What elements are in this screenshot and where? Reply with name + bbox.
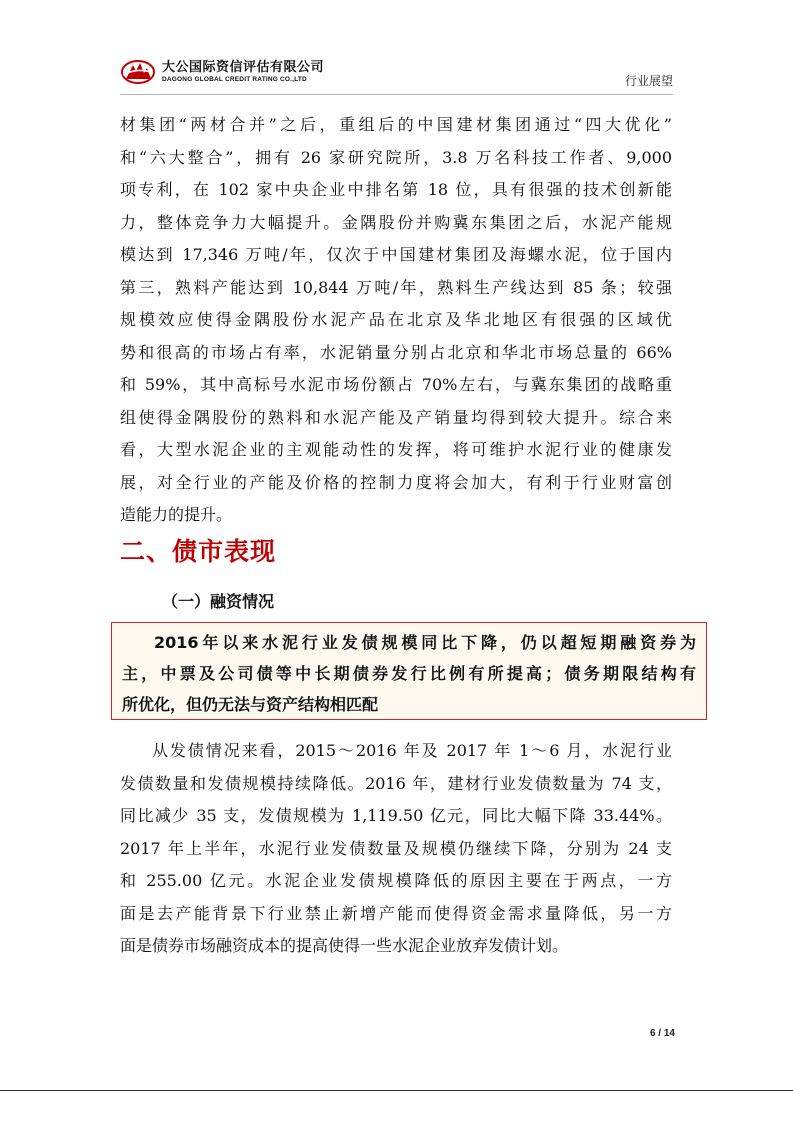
text-line: 模达到 17,346 万吨/年，仅次于中国建材集团及海螺水泥，位于国内 (120, 245, 672, 264)
text-line: 同比减少 35 支，发债规模为 1,119.50 亿元，同比大幅下降 33.44%。 (120, 806, 672, 825)
text-line: 和“六大整合”，拥有 26 家研究院所，3.8 万名科技工作者、9,000 (120, 147, 672, 167)
text-line: 和 59%，其中高标号水泥市场份额占 70%左右，与冀东集团的战略重 (120, 375, 672, 394)
text-line: 看，大型水泥企业的主观能动性的发挥，将可维护水泥行业的健康发 (120, 440, 672, 459)
callout-line: 2016年以来水泥行业发债规模同比下降，仍以超短期融资券为 (154, 633, 696, 652)
text-line: 造能力的提升。 (120, 505, 233, 524)
text-line: 规模效应使得金隅股份水泥产品在北京及华北地区有很强的区域优 (120, 310, 672, 329)
text-line: 和 255.00 亿元。水泥企业发债规模降低的原因主要在于两点，一方 (120, 871, 672, 890)
callout-line: 所优化，但仍无法与资产结构相匹配 (122, 695, 379, 714)
logo-chinese-name: 大公国际资信评估有限公司 (162, 60, 325, 75)
header-divider (120, 94, 673, 95)
callout-line: 主，中票及公司债等中长期债券发行比例有所提高；债务期限结构有 (122, 664, 696, 683)
text-line: 材集团“两材合并”之后，重组后的中国建材集团通过“四大优化” (120, 115, 672, 134)
text-line: 发债数量和发债规模持续降低。2016 年，建材行业发债数量为 74 支， (120, 773, 672, 793)
summary-callout-box (111, 622, 707, 720)
text-line: 势和很高的市场占有率，水泥销量分别占北京和华北市场总量的 66% (120, 342, 672, 362)
text-line: 从发债情况来看，2015～2016 年及 2017 年 1～6 月，水泥行业 (152, 741, 672, 760)
text-line: 展，对全行业的产能及价格的控制力度将会加大，有利于行业财富创 (120, 472, 672, 492)
company-logo (120, 57, 324, 87)
header-section-label: 行业展望 (624, 74, 673, 88)
logo-english-name: DAGONG GLOBAL CREDIT RATING CO.,LTD (162, 76, 307, 83)
body-paragraph-1 (120, 109, 672, 532)
text-line: 项专利，在 102 家中央企业中排名第 18 位，具有很强的技术创新能 (120, 180, 672, 199)
section-heading: 二、债市表现 (120, 537, 277, 566)
text-line: 力，整体竞争力大幅提升。金隅股份并购冀东集团之后，水泥产能规 (120, 212, 672, 232)
subsection-heading: （一）融资情况 (162, 592, 275, 611)
text-line: 2017 年上半年，水泥行业发债数量及规模仍继续下降，分别为 24 支 (120, 838, 672, 858)
text-line: 组使得金隅股份的熟料和水泥产能及产销量均得到较大提升。综合来 (120, 407, 672, 427)
text-line: 面是去产能背景下行业禁止新增产能而使得资金需求量降低，另一方 (120, 903, 672, 923)
footer-divider (0, 1090, 793, 1091)
page-number: 6 / 14 (649, 1028, 675, 1039)
body-paragraph-2 (120, 735, 672, 963)
text-line: 面是债券市场融资成本的提高使得一些水泥企业放弃发债计划。 (120, 936, 569, 955)
text-line: 第三，熟料产能达到 10,844 万吨/年，熟料生产线达到 85 条；较强 (120, 277, 672, 297)
dagong-logo-icon (120, 59, 156, 85)
